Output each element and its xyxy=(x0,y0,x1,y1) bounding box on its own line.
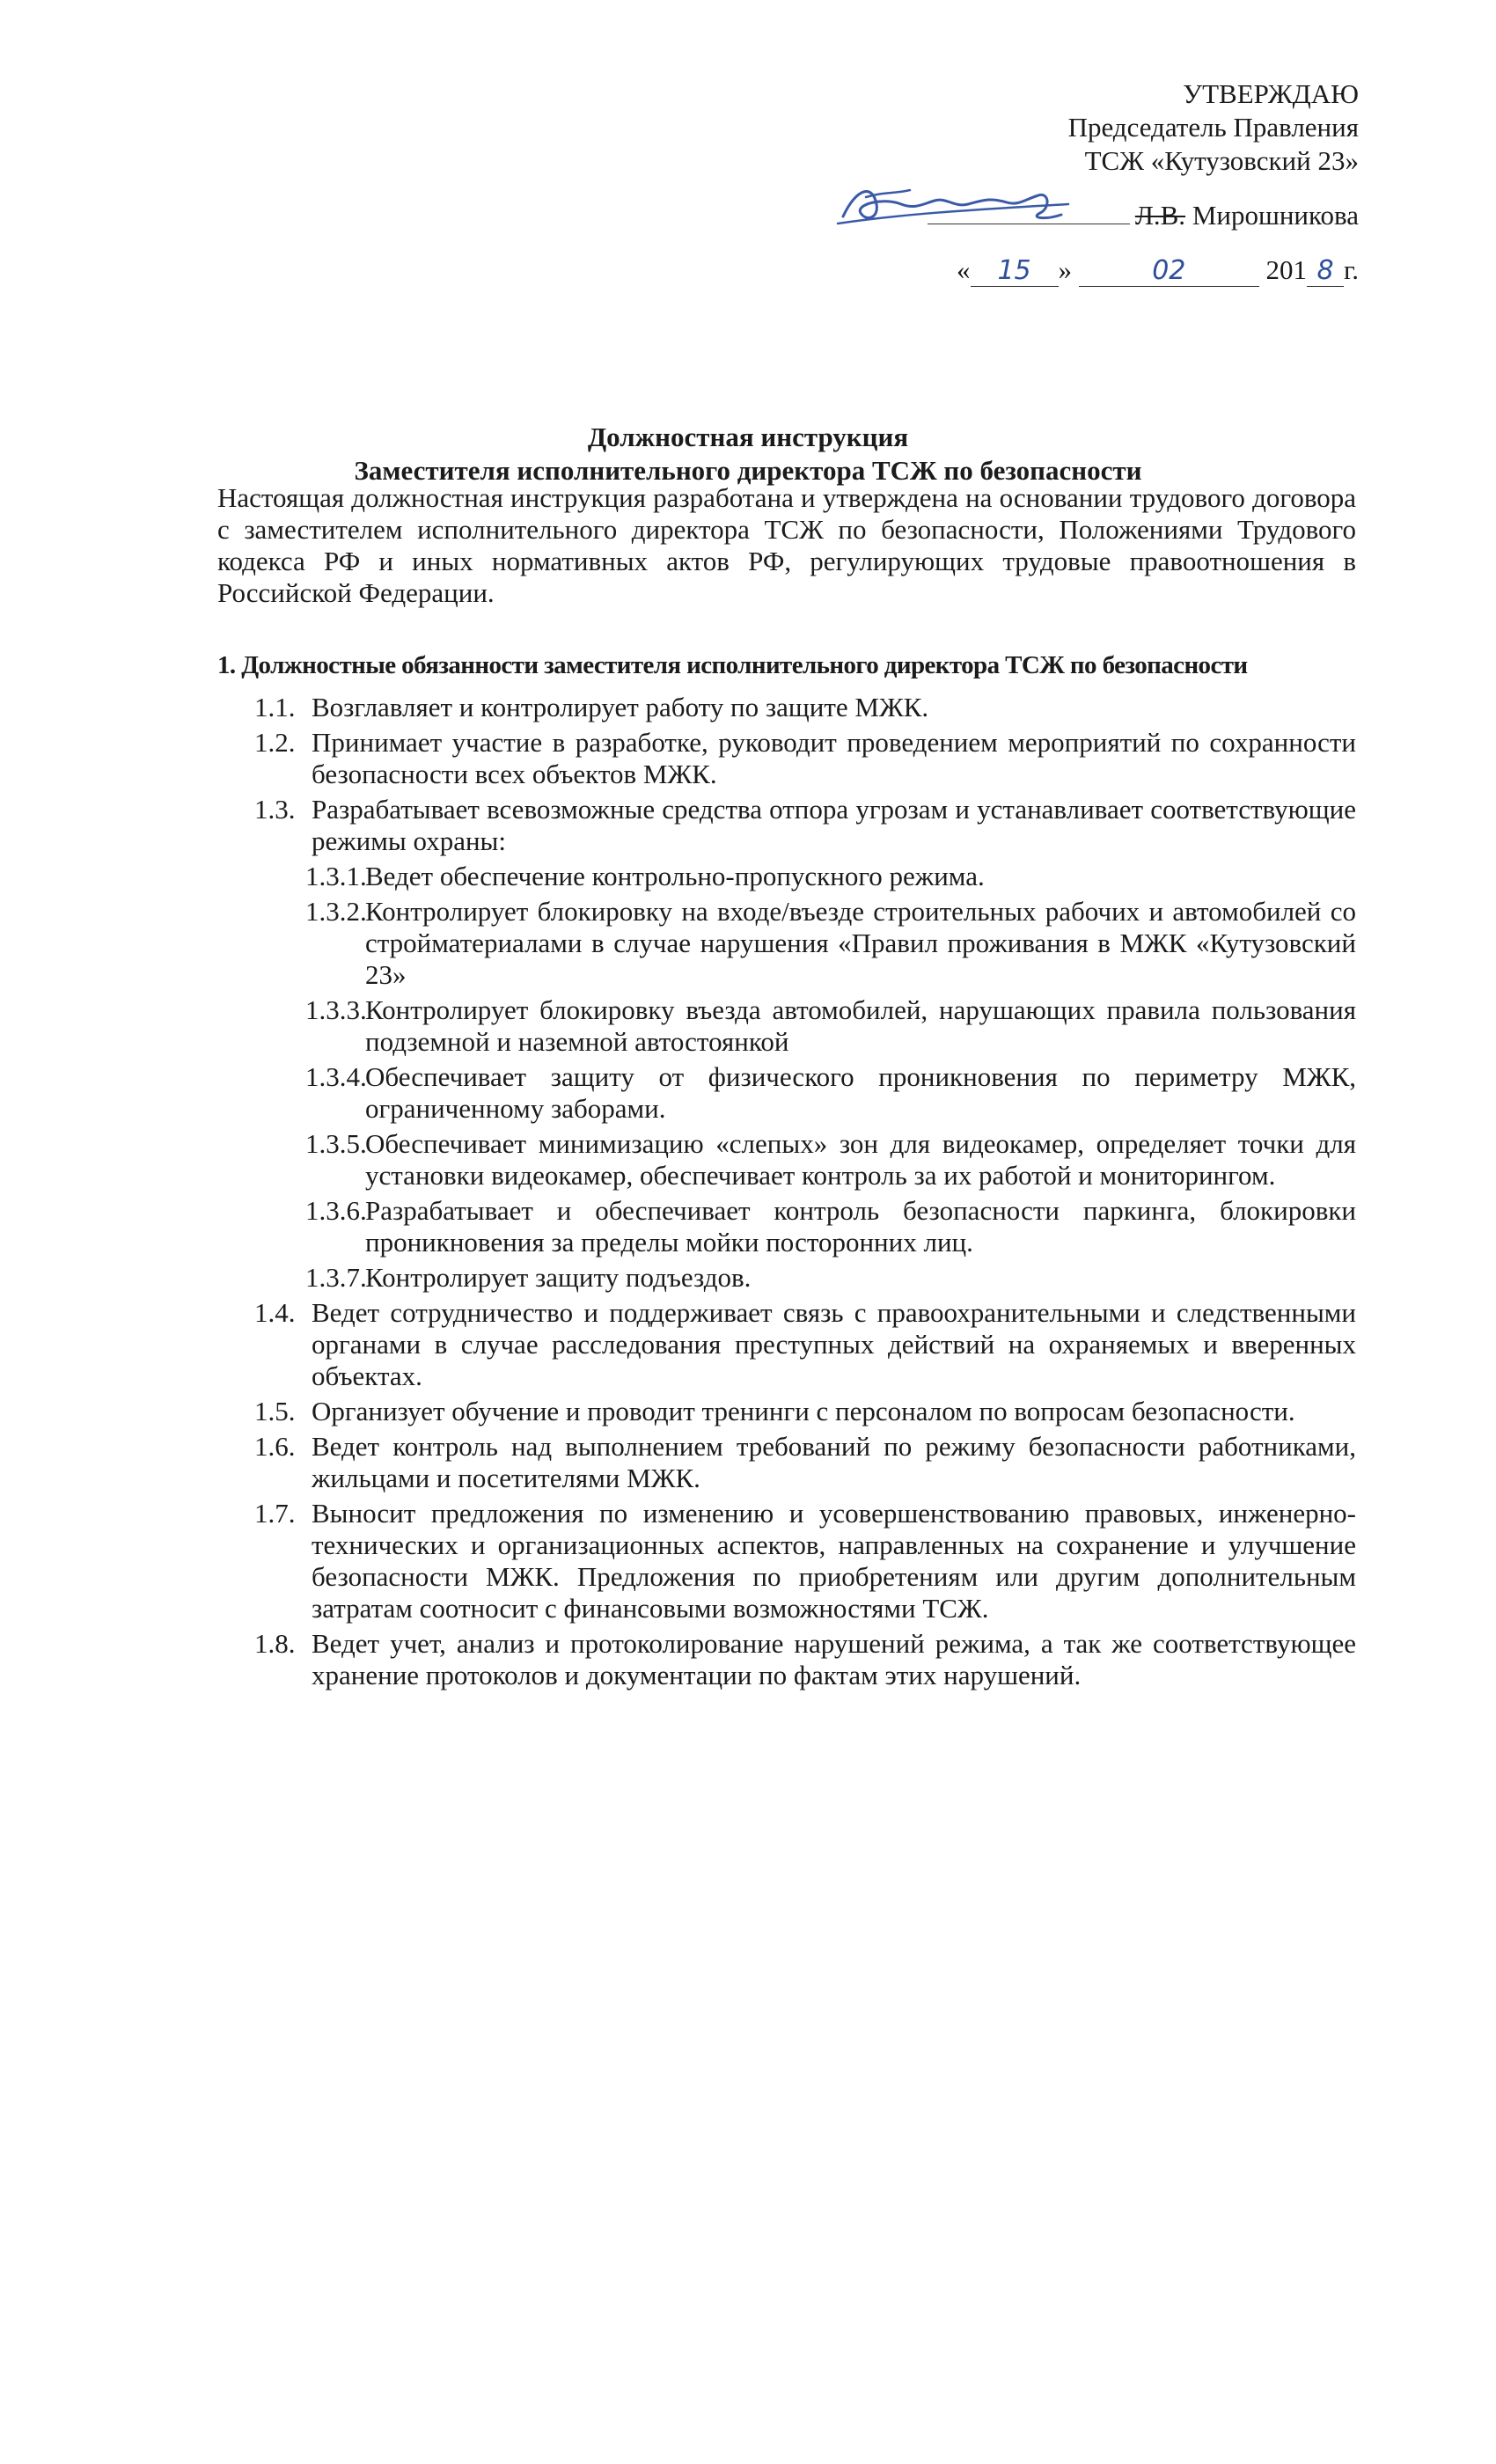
signer-surname: Мирошникова xyxy=(1192,200,1359,231)
list-item xyxy=(217,692,1356,723)
list-item xyxy=(217,1628,1356,1691)
date-open-quote: « xyxy=(957,254,971,285)
item-number: 1.5. xyxy=(254,1396,296,1426)
item-number: 1.3. xyxy=(254,794,296,825)
item-text: Разрабатывает всевозможные средства отпора угрозам и устанавливает соответствующие режимы охраны: xyxy=(312,794,1356,856)
document-body xyxy=(217,482,1356,1695)
item-number: 1.1. xyxy=(254,692,296,722)
list-item xyxy=(217,1195,1356,1258)
list-item xyxy=(217,896,1356,991)
approver-position: Председатель Правления xyxy=(1067,112,1359,143)
item-number: 1.3.6. xyxy=(305,1195,367,1226)
handwritten-signature-icon xyxy=(831,178,1095,239)
item-number: 1.3.7. xyxy=(305,1262,367,1293)
list-item xyxy=(217,794,1356,857)
section-1-title: 1. Должностные обязанности заместителя исполнительного директора ТСЖ по безопасности xyxy=(217,651,1248,679)
list-item xyxy=(217,1297,1356,1392)
document-title xyxy=(0,421,1496,488)
list-item xyxy=(217,1061,1356,1125)
date-day: 15 xyxy=(971,258,1059,287)
item-number: 1.3.5. xyxy=(305,1128,367,1159)
item-text: Ведет обеспечение контрольно-пропускного режима. xyxy=(365,861,985,891)
date-suffix: г. xyxy=(1344,254,1359,285)
item-text: Организует обучение и проводит тренинги с персоналом по вопросам безопасности. xyxy=(312,1396,1295,1426)
date-year-digit: 8 xyxy=(1307,258,1344,287)
date-month: 02 xyxy=(1079,258,1259,287)
list-item xyxy=(217,727,1356,790)
signer-initials: Л.В. xyxy=(1134,200,1186,231)
list-item xyxy=(217,1431,1356,1494)
item-text: Контролирует блокировку въезда автомобилей, нарушающих правила пользования подземной и наземной автостоянкой xyxy=(365,994,1356,1057)
item-number: 1.3.2. xyxy=(305,896,367,927)
item-text: Ведет сотрудничество и поддерживает связь с правоохранительными и следственными органами в случае расследования преступных действий на охраняемых и вверенных объектах. xyxy=(312,1297,1356,1391)
approval-block xyxy=(743,77,1359,287)
item-number: 1.3.4. xyxy=(305,1061,367,1092)
item-text: Контролирует блокировку на входе/въезде строительных рабочих и автомобилей со стройматериалами в случае нарушения «Правил проживания в МЖК «Кутузовский 23» xyxy=(365,896,1356,990)
document-title-line2: Заместителя исполнительного директора ТСЖ по безопасности xyxy=(354,455,1142,486)
item-text: Обеспечивает защиту от физического проникновения по периметру МЖК, ограниченному заборами. xyxy=(365,1061,1356,1124)
item-text: Разрабатывает и обеспечивает контроль безопасности паркинга, блокировки проникновения за пределы мойки посторонних лиц. xyxy=(365,1195,1356,1258)
intro-paragraph: Настоящая должностная инструкция разработана и утверждена на основании трудового договора с заместителем исполнительного директора ТСЖ по безопасности, Положениями Трудового кодекса РФ и иных нормативных актов РФ, регулирующих трудовые правоотношения в Российской Федерации. xyxy=(217,482,1356,608)
signature-line xyxy=(743,197,1359,232)
list-item xyxy=(217,1128,1356,1192)
item-text: Выносит предложения по изменению и усовершенствованию правовых, инженерно-технических и организационных аспектов, направленных на сохранение и улучшение безопасности МЖК. Предложения по приобретениям или другим дополнительным затратам соотносит с финансовыми возможностями ТСЖ. xyxy=(312,1498,1356,1624)
date-close-quote: » xyxy=(1058,254,1073,285)
date-year-prefix: 201 xyxy=(1265,254,1308,285)
list-item xyxy=(217,994,1356,1058)
list-item xyxy=(217,1396,1356,1427)
item-number: 1.2. xyxy=(254,727,296,758)
list-item xyxy=(217,861,1356,892)
item-number: 1.8. xyxy=(254,1628,296,1659)
item-number: 1.7. xyxy=(254,1498,296,1529)
approval-date xyxy=(743,253,1359,287)
item-number: 1.3.1. xyxy=(305,861,367,891)
item-number: 1.3.3. xyxy=(305,994,367,1025)
list-item xyxy=(217,1262,1356,1294)
item-text: Обеспечивает минимизацию «слепых» зон для видеокамер, определяет точки для установки видеокамер, обеспечивает контроль за их работой и мониторингом. xyxy=(365,1128,1356,1191)
item-text: Ведет контроль над выполнением требований по режиму безопасности работниками, жильцами и посетителями МЖК. xyxy=(312,1431,1356,1493)
document-title-line1: Должностная инструкция xyxy=(587,422,909,452)
item-number: 1.4. xyxy=(254,1297,296,1328)
item-text: Возглавляет и контролирует работу по защите МЖК. xyxy=(312,692,929,722)
item-text: Контролирует защиту подъездов. xyxy=(365,1262,752,1293)
item-text: Принимает участие в разработке, руководит проведением мероприятий по сохранности безопасности всех объектов МЖК. xyxy=(312,727,1356,789)
approver-organization: ТСЖ «Кутузовский 23» xyxy=(1084,145,1359,176)
item-number: 1.6. xyxy=(254,1431,296,1462)
approval-title: УТВЕРЖДАЮ xyxy=(1183,78,1359,109)
item-text: Ведет учет, анализ и протоколирование нарушений режима, а так же соответствующее хранение протоколов и документации по фактам этих нарушений. xyxy=(312,1628,1356,1690)
list-item xyxy=(217,1498,1356,1624)
